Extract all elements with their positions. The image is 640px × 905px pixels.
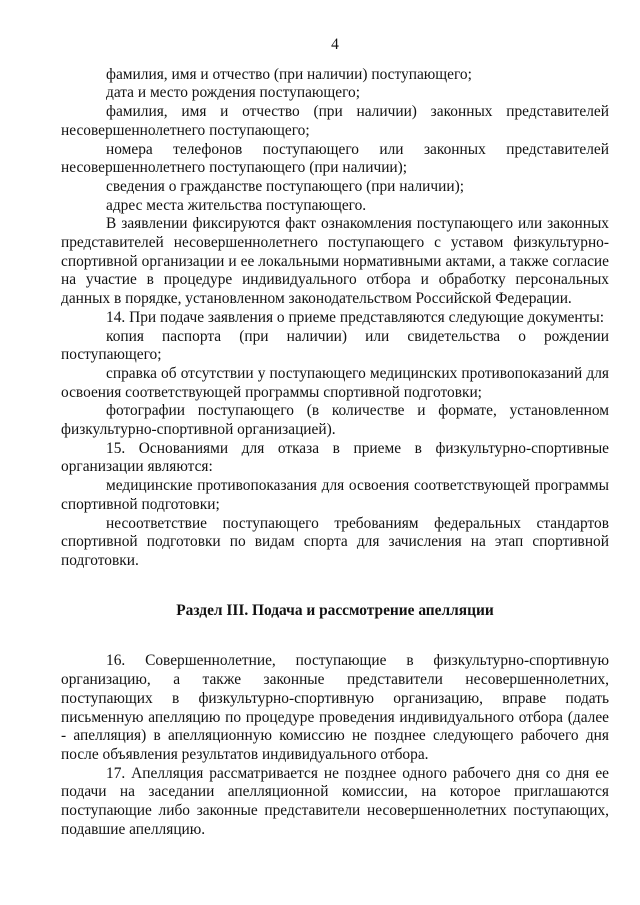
paragraph-item-15: 15. Основаниями для отказа в приеме в физкультурно-спортивные организации являются: xyxy=(61,439,609,476)
paragraph-phone-numbers: номера телефонов поступающего или законных представителей несовершеннолетнего поступающего (при наличии); xyxy=(61,140,609,177)
paragraph-acknowledgement: В заявлении фиксируются факт ознакомления поступающего или законных представителей несовершеннолетнего поступающего с уставом физкультурно-спортивной организации и ее локальными нормативными актами, а также согласие на участие в процедуре индивидуального отбора и обработку персональных данных в порядке, установленном законодательством Российской Федерации. xyxy=(61,215,609,308)
paragraph-item-16: 16. Совершеннолетние, поступающие в физкультурно-спортивную организацию, а также законные представители несовершеннолетних, поступающих в физкультурно-спортивную организацию, вправе подать письменную апелляцию по процедуре проведения индивидуального отбора (далее - апелляция) в апелляционную комиссию не позднее следующего рабочего дня после объявления результатов индивидуального отбора. xyxy=(61,652,609,763)
paragraph-medical-contraindications: медицинские противопоказания для освоения соответствующей программы спортивной подготовки; xyxy=(61,477,609,513)
paragraph-item-14: 14. При подаче заявления о приеме представляются следующие документы: xyxy=(106,308,604,326)
paragraph-item-17: 17. Апелляция рассматривается не позднее одного рабочего дня со дня ее подачи на заседании апелляционной комиссии, на которое приглашаются поступающие либо законные представители несовершеннолетних поступающих, подавшие апелляцию. xyxy=(61,764,609,838)
paragraph-address: адрес места жительства поступающего. xyxy=(106,196,367,214)
paragraph-citizenship: сведения о гражданстве поступающего (при наличии); xyxy=(106,177,464,195)
paragraph-birth-date-place: дата и место рождения поступающего; xyxy=(106,84,361,102)
paragraph-standards-mismatch: несоответствие поступающего требованиям федеральных стандартов спортивной подготовки по видам спорта для зачисления на этап спортивной подготовки. xyxy=(61,514,609,569)
paragraph-passport-copy: копия паспорта (при наличии) или свидетельства о рождении поступающего; xyxy=(61,327,609,364)
paragraph-photographs: фотографии поступающего (в количестве и формате, установленном физкультурно-спортивной организацией). xyxy=(61,402,609,439)
page-number: 4 xyxy=(331,36,339,53)
paragraph-medical-certificate: справка об отсутствии у поступающего медицинских противопоказаний для освоения соответствующей программы спортивной подготовки; xyxy=(61,364,609,401)
section-heading: Раздел III. Подача и рассмотрение апелляции xyxy=(176,601,494,619)
paragraph-full-name: фамилия, имя и отчество (при наличии) поступающего; xyxy=(106,65,472,83)
paragraph-representatives-name: фамилия, имя и отчество (при наличии) законных представителей несовершеннолетнего поступающего; xyxy=(61,103,609,139)
